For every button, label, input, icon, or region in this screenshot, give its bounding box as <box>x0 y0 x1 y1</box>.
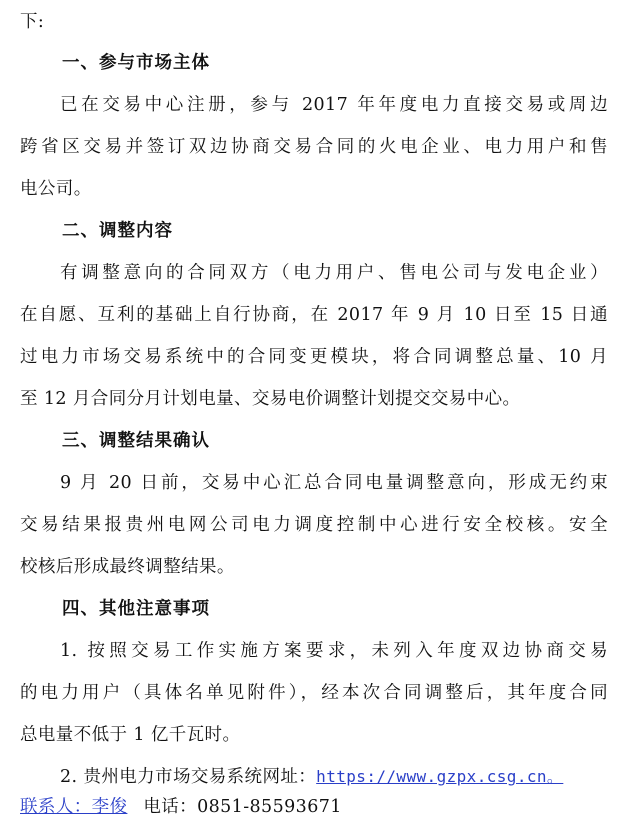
paragraph-line: 已在交易中心注册，参与 2017 年年度电力直接交易或周边 <box>60 95 608 115</box>
website-link[interactable]: https://www.gzpx.csg.cn。 <box>316 767 564 786</box>
section-heading-1: 一、参与市场主体 <box>62 53 210 73</box>
phone-number: 0851-85593671 <box>197 797 342 817</box>
paragraph-line: 在自愿、互利的基础上自行协商，在 2017 年 9 月 10 日至 15 日通 <box>20 305 608 325</box>
intro-tail: 下: <box>20 12 45 32</box>
paragraph-line: 有调整意向的合同双方（电力用户、售电公司与发电企业） <box>60 263 608 283</box>
paragraph-line: 至 12 月合同分月计划电量、交易电价调整计划提交交易中心。 <box>20 389 521 409</box>
section-heading-2: 二、调整内容 <box>62 221 173 241</box>
paragraph-line: 1. 按照交易工作实施方案要求，未列入年度双边协商交易 <box>60 641 608 661</box>
website-prefix: 2. 贵州电力市场交易系统网址： <box>60 767 317 787</box>
contact-line <box>20 795 608 819</box>
paragraph-line: 跨省区交易并签订双边协商交易合同的火电企业、电力用户和售 <box>20 137 608 157</box>
phone-label: 电话： <box>143 797 198 817</box>
contact-link[interactable]: 联系人：李俊 <box>20 797 128 817</box>
paragraph-line: 9 月 20 日前，交易中心汇总合同电量调整意向，形成无约束 <box>60 473 608 493</box>
section-heading-4: 四、其他注意事项 <box>62 599 210 619</box>
paragraph-line: 总电量不低于 1 亿千瓦时。 <box>20 725 241 745</box>
paragraph-line: 校核后形成最终调整结果。 <box>20 557 235 577</box>
website-line <box>60 765 608 789</box>
paragraph-line: 交易结果报贵州电网公司电力调度控制中心进行安全校核。安全 <box>20 515 608 535</box>
paragraph-line: 电公司。 <box>20 179 92 199</box>
paragraph-line: 的电力用户（具体名单见附件），经本次合同调整后，其年度合同 <box>20 683 608 703</box>
paragraph-line: 过电力市场交易系统中的合同变更模块，将合同调整总量、10 月 <box>20 347 608 367</box>
section-heading-3: 三、调整结果确认 <box>62 431 210 451</box>
